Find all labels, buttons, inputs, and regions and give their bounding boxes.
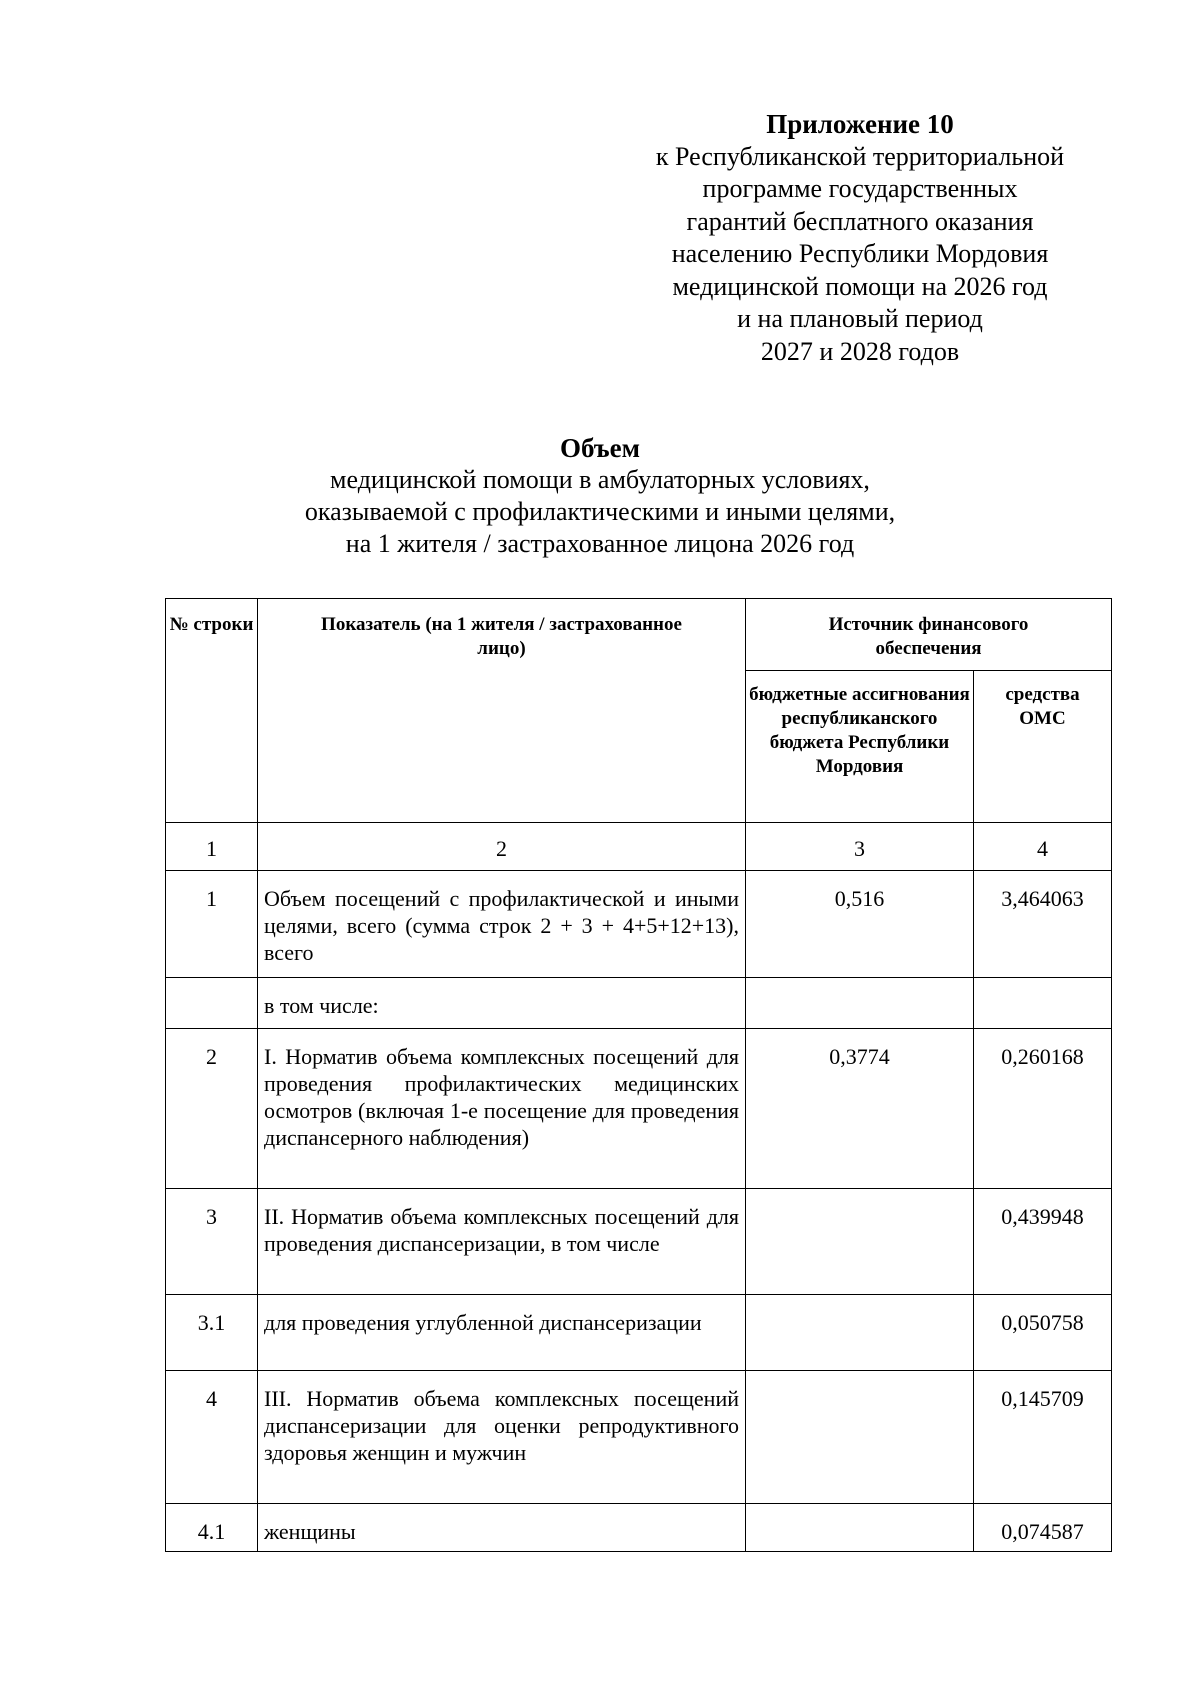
row-oms-value — [974, 978, 1112, 1029]
row-indicator: для проведения углубленной диспансеризации — [258, 1295, 746, 1371]
header-funding-source: Источник финансового обеспечения — [746, 599, 1112, 671]
table-row — [166, 1371, 1112, 1504]
table-row — [166, 1295, 1112, 1371]
appendix-block — [620, 108, 1100, 368]
appendix-line: 2027 и 2028 годов — [760, 336, 960, 366]
row-indicator: III. Норматив объема комплексных посещений диспансеризации для оценки репродуктивного здоровья женщин и мужчин — [258, 1371, 746, 1504]
row-budget-value — [746, 978, 974, 1029]
heading-line: оказываемой с профилактическими и иными целями, — [304, 497, 896, 526]
appendix-line: населению Республики Мордовия — [671, 239, 1049, 268]
row-number: 1 — [166, 871, 258, 978]
row-indicator: в том числе: — [258, 978, 746, 1029]
table-row — [166, 978, 1112, 1029]
row-budget-value — [746, 1371, 974, 1504]
appendix-line: к Республиканской территориальной — [655, 141, 1065, 171]
document-heading — [250, 432, 950, 560]
table-row — [166, 1029, 1112, 1189]
row-oms-value: 0,145709 — [974, 1371, 1112, 1504]
appendix-line: гарантий бесплатного оказания — [686, 206, 1034, 236]
volume-table — [165, 598, 1112, 1552]
row-oms-value: 0,439948 — [974, 1189, 1112, 1295]
row-indicator: Объем посещений с профилактической и иными целями, всего (сумма строк 2 + 3 + 4+5+12+13), всего — [258, 871, 746, 978]
table-row — [166, 1504, 1112, 1552]
header-indicator: Показатель (на 1 жителя / застрахованное лицо) — [258, 599, 746, 823]
column-number: 2 — [258, 823, 746, 871]
row-oms-value: 3,464063 — [974, 871, 1112, 978]
column-number: 3 — [746, 823, 974, 871]
row-budget-value: 0,516 — [746, 871, 974, 978]
appendix-line: медицинской помощи на 2026 год — [672, 271, 1048, 301]
appendix-line: и на плановый период — [737, 304, 983, 333]
header-budget: бюджетные ассигнования республиканского бюджета Республики Мордовия — [746, 671, 974, 823]
row-number — [166, 978, 258, 1029]
row-indicator: II. Норматив объема комплексных посещений для проведения диспансеризации, в том числе — [258, 1189, 746, 1295]
row-oms-value: 0,050758 — [974, 1295, 1112, 1371]
row-number: 4 — [166, 1371, 258, 1504]
column-number: 1 — [166, 823, 258, 871]
header-oms: средства ОМС — [974, 671, 1112, 823]
row-budget-value — [746, 1504, 974, 1552]
table-row — [166, 871, 1112, 978]
row-number: 3.1 — [166, 1295, 258, 1371]
appendix-title: Приложение 10 — [766, 109, 954, 139]
row-budget-value — [746, 1295, 974, 1371]
row-number: 4.1 — [166, 1504, 258, 1552]
row-number: 3 — [166, 1189, 258, 1295]
table-row — [166, 1189, 1112, 1295]
row-indicator: I. Норматив объема комплексных посещений для проведения профилактических медицинских осмотров (включая 1-е посещение для проведения диспансерного наблюдения) — [258, 1029, 746, 1189]
header-row-no: № строки — [166, 599, 258, 823]
appendix-line: программе государственных — [702, 174, 1018, 203]
heading-title: Объем — [560, 433, 640, 463]
row-oms-value: 0,260168 — [974, 1029, 1112, 1189]
row-budget-value — [746, 1189, 974, 1295]
heading-line: на 1 жителя / застрахованное лицона 2026 год — [345, 529, 855, 558]
row-budget-value: 0,3774 — [746, 1029, 974, 1189]
row-number: 2 — [166, 1029, 258, 1189]
row-indicator: женщины — [258, 1504, 746, 1552]
row-oms-value: 0,074587 — [974, 1504, 1112, 1552]
heading-line: медицинской помощи в амбулаторных условиях, — [330, 465, 870, 494]
column-number: 4 — [974, 823, 1112, 871]
